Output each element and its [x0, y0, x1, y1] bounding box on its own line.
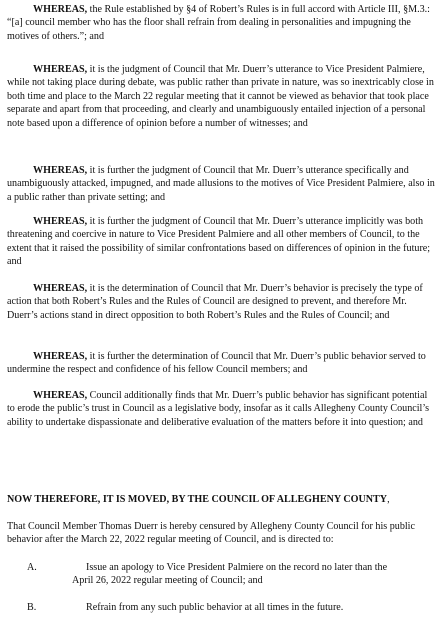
whereas-paragraph-7 [7, 389, 435, 429]
paragraph-text: Council additionally finds that Mr. Duerr’s public behavior has significant potential to erode the public’s trust in Council as a legislative body, insofar as it calls Allegheny County Council’s ability to undertake dispassionate and deliberative evaluation of the matters before it into question; and [7, 390, 430, 428]
list-item-line-2: April 26, 2022 regular meeting of Council; and [72, 575, 263, 587]
whereas-lead: WHEREAS, [33, 64, 88, 75]
whereas-paragraph-5 [7, 282, 435, 322]
whereas-lead: WHEREAS, [33, 165, 88, 176]
paragraph-text: it is further the judgment of Council that Mr. Duerr’s utterance specifically and unambiguously attacked, impugned, and made allusions to the motives of Vice President Palmiere, also in a public rather than private setting; and [7, 165, 435, 203]
paragraph-text: it is further the determination of Council that Mr. Duerr’s public behavior served to undermine the respect and confidence of his fellow Council members; and [7, 351, 426, 376]
list-item-a [0, 561, 438, 589]
whereas-paragraph-2 [7, 63, 435, 130]
whereas-paragraph-6 [7, 350, 435, 377]
whereas-lead: WHEREAS, [33, 216, 88, 227]
resolution-body: That Council Member Thomas Duerr is hereby censured by Allegheny County Council for his public behavior after the March 22, 2022 regular meeting of Council, and is directed to: [7, 521, 415, 546]
resolution-heading-text: NOW THEREFORE, IT IS MOVED, BY THE COUNCIL OF ALLEGHENY COUNTY [7, 494, 388, 505]
whereas-lead: WHEREAS, [33, 283, 88, 294]
whereas-lead: WHEREAS, [33, 390, 88, 401]
list-item-letter: A. [27, 562, 37, 573]
whereas-lead: WHEREAS, [33, 4, 88, 15]
list-item-text [86, 601, 432, 614]
whereas-lead: WHEREAS, [33, 351, 88, 362]
list-item-text [72, 561, 432, 588]
list-item-b [0, 601, 438, 615]
paragraph-text: it is further the judgment of Council that Mr. Duerr’s utterance implicitly was both threatening and coercive in nature to Vice President Palmiere and all other members of Council, to the extent that it raised the possibility of similar confrontations based on differences of opinion in the future; and [7, 216, 431, 268]
whereas-paragraph-1 [7, 3, 435, 43]
list-item-line-1: Issue an apology to Vice President Palmiere on the record no later than the [86, 562, 388, 573]
whereas-paragraph-3 [7, 164, 435, 204]
paragraph-text: the Rule established by §4 of Robert’s Rules is in full accord with Article III, §M.3.: “[a] council member who has the floor shall refrain from dealing in personalities and impugning the motives of others.”; and [7, 4, 430, 42]
resolution-text [7, 520, 435, 547]
paragraph-text: it is the determination of Council that Mr. Duerr’s behavior is precisely the type of action that both Robert’s Rules and the Rules of Council are designed to prevent, and therefore Mr. Duerr’s actions stand in direct opposition to both Robert’s Rules and the Rules of Council; and [7, 283, 423, 321]
list-item-line-1: Refrain from any such public behavior at all times in the future. [86, 602, 344, 613]
resolution-heading [7, 493, 435, 506]
list-item-letter: B. [27, 602, 37, 613]
resolution-heading-punct: , [387, 494, 390, 505]
whereas-paragraph-4 [7, 215, 435, 269]
paragraph-text: it is the judgment of Council that Mr. Duerr’s utterance to Vice President Palmiere, while not taking place during debate, was public rather than private in nature, was so inextricably close in both time and place to the March 22 regular meeting that it cannot be viewed as behavior that took place separate and apart from that proceeding, and clearly and unambiguously entailed injection of a personal note based upon a difference of opinion before a number of witnesses; and [7, 64, 434, 129]
